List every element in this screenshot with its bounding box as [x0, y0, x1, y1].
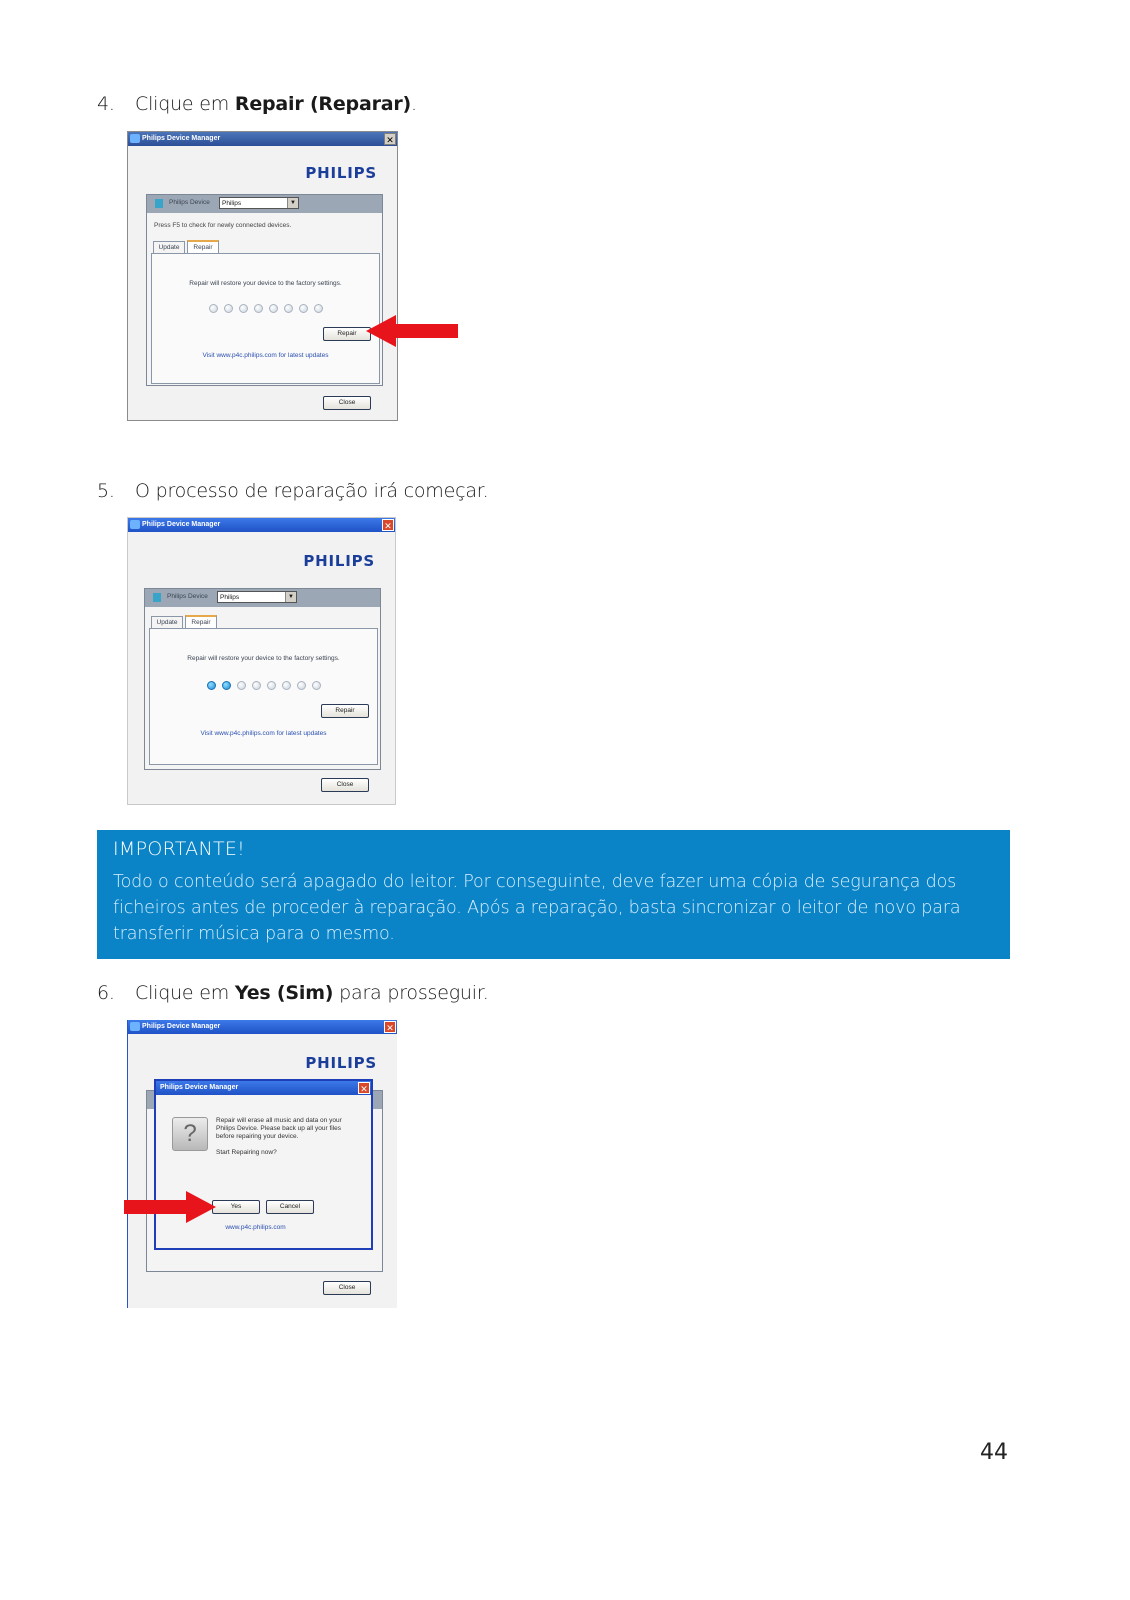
device-select-value: Philips — [222, 200, 242, 207]
repair-description: Repair will restore your device to the factory settings. — [189, 280, 342, 287]
dialog-question: Start Repairing now? — [216, 1149, 277, 1156]
progress-dot — [222, 681, 231, 690]
device-label: Philips Device — [169, 199, 210, 206]
close-button[interactable]: Close — [323, 396, 371, 410]
progress-dots — [152, 300, 379, 318]
close-button[interactable]: Close — [323, 1281, 371, 1295]
step-number: 5. — [97, 480, 115, 502]
progress-dots — [150, 677, 377, 695]
progress-dot — [224, 304, 233, 313]
progress-dot — [282, 681, 291, 690]
app-icon — [130, 134, 140, 143]
step-text-end: para prosseguir. — [333, 982, 489, 1004]
philips-logo: PHILIPS — [305, 164, 377, 182]
philips-logo: PHILIPS — [305, 1054, 377, 1072]
device-bar — [145, 589, 380, 607]
dialog-link[interactable]: www.p4c.philips.com — [225, 1224, 286, 1231]
step-bold: Repair (Reparar) — [234, 93, 412, 115]
dialog-title-bar — [156, 1081, 371, 1095]
progress-dot — [237, 681, 246, 690]
progress-dot — [239, 304, 248, 313]
dropdown-arrow-icon[interactable]: ▼ — [285, 592, 296, 602]
dropdown-arrow-icon[interactable]: ▼ — [287, 198, 298, 208]
progress-dot — [209, 304, 218, 313]
progress-dot — [254, 304, 263, 313]
cancel-button[interactable]: Cancel — [266, 1200, 314, 1214]
device-label: Philips Device — [167, 593, 208, 600]
dialog-line-1: Repair will erase all music and data on your — [216, 1117, 342, 1124]
important-title: IMPORTANTE! — [113, 838, 246, 860]
device-bar — [147, 195, 382, 213]
tab-update[interactable]: Update — [151, 616, 183, 628]
repair-tab-panel — [149, 628, 378, 765]
progress-dot — [284, 304, 293, 313]
close-icon[interactable]: ✕ — [384, 133, 396, 145]
progress-dot — [314, 304, 323, 313]
step-number: 6. — [97, 982, 115, 1004]
window-title: Philips Device Manager — [142, 135, 221, 142]
important-notice — [97, 830, 1010, 959]
window-title: Philips Device Manager — [142, 1023, 221, 1030]
step-text: Clique em — [135, 93, 235, 115]
step-4 — [97, 93, 417, 115]
device-select[interactable] — [219, 197, 299, 209]
repair-tab-panel — [151, 253, 380, 384]
device-icon — [155, 199, 163, 208]
title-bar — [128, 518, 395, 532]
dialog-line-3: before repairing your device. — [216, 1133, 299, 1140]
title-bar — [128, 1020, 397, 1034]
device-select-value: Philips — [220, 594, 240, 601]
red-arrow-icon — [366, 315, 458, 347]
step-text-end: . — [411, 93, 417, 115]
dialog-title: Philips Device Manager — [160, 1084, 239, 1091]
progress-dot — [312, 681, 321, 690]
refresh-hint: Press F5 to check for newly connected devices. — [154, 222, 292, 229]
app-icon — [130, 520, 140, 529]
progress-dot — [207, 681, 216, 690]
red-arrow-icon — [124, 1191, 216, 1223]
question-icon: ? — [172, 1117, 208, 1151]
device-panel — [144, 588, 381, 770]
device-icon — [153, 593, 161, 602]
philips-logo: PHILIPS — [303, 552, 375, 570]
repair-description: Repair will restore your device to the factory settings. — [187, 655, 340, 662]
device-manager-window-3 — [127, 1020, 397, 1308]
app-icon — [130, 1022, 140, 1031]
device-manager-window-2 — [127, 517, 396, 805]
confirm-dialog — [154, 1079, 373, 1250]
tab-repair[interactable]: Repair — [187, 240, 219, 253]
device-manager-window-1 — [127, 131, 398, 421]
progress-dot — [269, 304, 278, 313]
progress-dot — [299, 304, 308, 313]
step-text: O processo de reparação irá começar. — [135, 480, 489, 502]
updates-link[interactable]: Visit www.p4c.philips.com for latest updates — [202, 352, 329, 359]
important-body: Todo o conteúdo será apagado do leitor. Por conseguinte, deve fazer uma cópia de segurança dos ficheiros antes de proceder à reparação. Após a reparação, basta sincronizar o leitor de novo para transferir música para o mesmo. — [113, 872, 961, 944]
window-title: Philips Device Manager — [142, 521, 221, 528]
tab-repair[interactable]: Repair — [185, 615, 217, 628]
step-number: 4. — [97, 93, 115, 115]
close-icon[interactable]: ✕ — [382, 519, 394, 531]
step-6 — [97, 982, 489, 1004]
title-bar — [128, 132, 397, 146]
dialog-line-2: Philips Device. Please back up all your files — [216, 1125, 342, 1132]
close-button[interactable]: Close — [321, 778, 369, 792]
page-number: 44 — [980, 1440, 1008, 1465]
step-bold: Yes (Sim) — [234, 982, 334, 1004]
progress-dot — [252, 681, 261, 690]
progress-dot — [297, 681, 306, 690]
progress-dot — [267, 681, 276, 690]
repair-button[interactable]: Repair — [321, 704, 369, 718]
close-icon[interactable]: ✕ — [384, 1021, 396, 1033]
dialog-close-icon[interactable]: ✕ — [358, 1082, 370, 1094]
step-text: Clique em — [135, 982, 235, 1004]
device-panel — [146, 194, 383, 386]
step-5 — [97, 480, 489, 502]
device-select[interactable] — [217, 591, 297, 603]
tab-update[interactable]: Update — [153, 241, 185, 253]
repair-button[interactable]: Repair — [323, 327, 371, 341]
yes-button[interactable]: Yes — [212, 1200, 260, 1214]
updates-link[interactable]: Visit www.p4c.philips.com for latest updates — [200, 730, 327, 737]
